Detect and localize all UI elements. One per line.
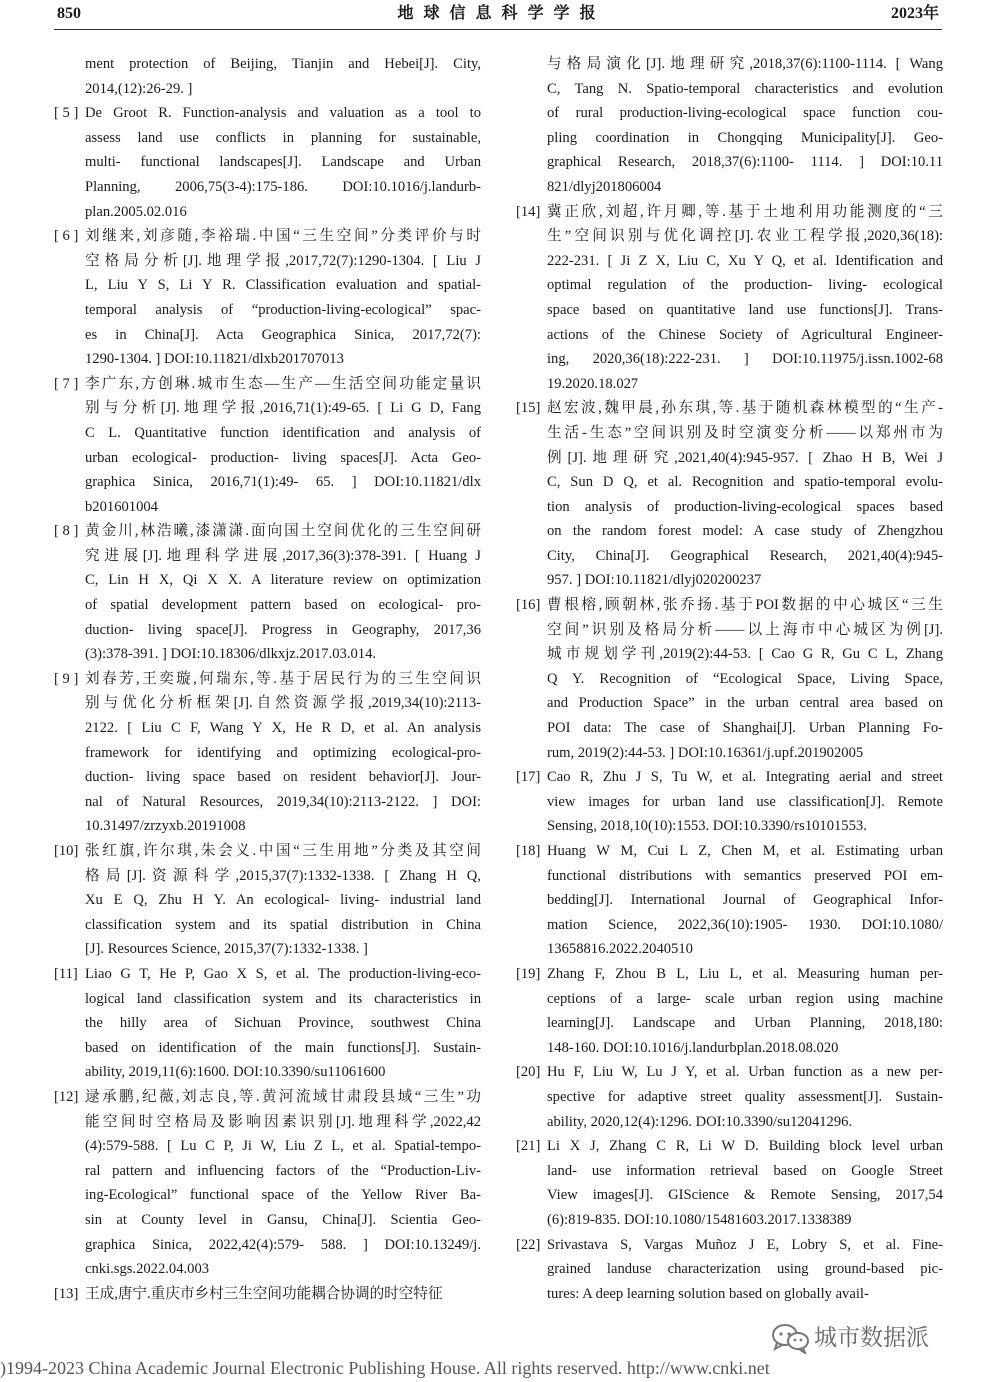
reference-number: [13] bbox=[54, 1285, 79, 1302]
reference-number: [ 6 ] bbox=[54, 228, 79, 245]
reference-line: 王成,唐宁.重庆市乡村三生空间功能耦合协调的时空特征 bbox=[85, 1285, 443, 1302]
reference-line: City, China[J]. Geographical Research, 2021,40(4):945- bbox=[547, 547, 943, 564]
reference-line: b201601004 bbox=[85, 498, 158, 515]
publication-year: 2023年 bbox=[890, 5, 939, 22]
reference-line: 空间”识别及格局分析——以上海市中心城区为例[J]. bbox=[547, 621, 943, 638]
reference-line: Xu E Q, Zhu H Y. An ecological- living- industrial land bbox=[85, 892, 481, 909]
reference-line: 曹根榕,顾朝林,张乔扬.基于POI数据的中心城区“三生 bbox=[547, 597, 943, 614]
reference-column-right bbox=[516, 52, 943, 1306]
reference-line: pling coordination in Chongqing Municipality[J]. Geo- bbox=[547, 129, 943, 146]
reference-number: [21] bbox=[516, 1138, 541, 1155]
reference-line: of spatial development pattern based on ecological- pro- bbox=[85, 597, 481, 614]
reference-line: 黄金川,林浩曦,漆潇潇.面向国土空间优化的三生空间研 bbox=[85, 523, 481, 540]
reference-line: Q Y. Recognition of “Ecological Space, Living Space, bbox=[547, 670, 943, 687]
reference-entry bbox=[516, 1134, 943, 1232]
reference-line: 例[J].地理研究,2021,40(4):945-957. [ Zhao H B, Wei J bbox=[547, 449, 943, 466]
reference-line: 与格局演化[J].地理研究,2018,37(6):1100-1114. [ Wang bbox=[547, 56, 943, 72]
copyright-footer: )1994-2023 China Academic Journal Electronic Publishing House. All rights reserved. http://www.cnki.net bbox=[0, 1358, 770, 1378]
reference-line: framework for identifying and optimizing ecological-pro- bbox=[85, 744, 481, 761]
reference-line: 10.31497/zrzyxb.20191008 bbox=[85, 818, 246, 835]
reference-line: (6):819-835. DOI:10.1080/15481603.2017.1338389 bbox=[547, 1211, 852, 1228]
reference-line: 赵宏波,魏甲晨,孙东琪,等.基于随机森林模型的“生产- bbox=[547, 400, 943, 417]
reference-entry bbox=[54, 1085, 481, 1282]
reference-line: Srivastava S, Vargas Muñoz J E, Lobry S, et al. Fine- bbox=[547, 1236, 943, 1253]
reference-line: grained landuse characterization using ground-based pic- bbox=[547, 1261, 943, 1278]
reference-line: (4):579-588. [ Lu C P, Ji W, Liu Z L, et al. Spatial-tempo- bbox=[85, 1138, 481, 1155]
wechat-icon bbox=[770, 1322, 810, 1354]
reference-line: Cao R, Zhu J S, Tu W, et al. Integrating aerial and street bbox=[547, 769, 943, 786]
reference-line: classification system and its spatial distribution in China bbox=[85, 916, 481, 933]
reference-line: Hu F, Liu W, Lu J Y, et al. Urban function as a new per- bbox=[547, 1064, 943, 1081]
reference-line: bedding[J]. International Journal of Geographical Infor- bbox=[547, 892, 943, 909]
reference-line: multi- functional landscapes[J]. Landscape and Urban bbox=[85, 154, 481, 171]
reference-entry bbox=[54, 224, 481, 372]
reference-entry bbox=[54, 962, 481, 1085]
reference-number: [ 8 ] bbox=[54, 523, 79, 540]
reference-line: C, Sun D Q, et al. Recognition and spatio-temporal evolu- bbox=[547, 474, 943, 491]
reference-number: [15] bbox=[516, 400, 541, 417]
reference-entry bbox=[54, 667, 481, 839]
reference-line: duction- living space based on resident behavior[J]. Jour- bbox=[85, 769, 481, 786]
reference-line: Planning, 2006,75(3-4):175-186. DOI:10.1016/j.landurb- bbox=[85, 178, 481, 195]
reference-line: land- use information retrieval based on Google Street bbox=[547, 1162, 943, 1179]
reference-line: 刘春芳,王奕璇,何瑞东,等.基于居民行为的三生空间识 bbox=[85, 670, 481, 687]
reference-entry bbox=[54, 101, 481, 224]
reference-line: Liao G T, He P, Gao X S, et al. The production-living-eco- bbox=[85, 965, 481, 982]
reference-line: ability, 2019,11(6):1600. DOI:10.3390/su11061600 bbox=[85, 1064, 386, 1081]
reference-line: Li X J, Zhang C R, Li W D. Building block level urban bbox=[547, 1138, 943, 1155]
reference-entry bbox=[516, 765, 943, 839]
reference-line: 李广东,方创琳.城市生态—生产—生活空间功能定量识 bbox=[85, 375, 481, 392]
reference-entry bbox=[516, 200, 943, 397]
reference-line: optimal regulation of the production- living- ecological bbox=[547, 277, 943, 294]
reference-line: Zhang F, Zhou B L, Liu L, et al. Measuring human per- bbox=[547, 965, 943, 982]
reference-line: graphica Sinica, 2016,71(1):49- 65. ] DOI:10.11821/dlx bbox=[85, 474, 481, 491]
reference-number: [10] bbox=[54, 843, 79, 859]
reference-line: C, Tang N. Spatio-temporal characteristics and evolution bbox=[547, 80, 943, 97]
reference-entry bbox=[516, 593, 943, 765]
reference-number: [20] bbox=[516, 1064, 541, 1081]
reference-entry bbox=[516, 839, 943, 962]
reference-line: 148-160. DOI:10.1016/j.landurbplan.2018.08.020 bbox=[547, 1039, 839, 1056]
reference-line: 空格局分析[J].地理学报,2017,72(7):1290-1304. [ Liu J bbox=[85, 252, 481, 269]
reference-line: duction- living space[J]. Progress in Geography, 2017,36 bbox=[85, 621, 481, 638]
reference-line: C, Lin H X, Qi X X. A literature review on optimization bbox=[85, 572, 481, 589]
reference-line: and Production Space” in the urban central area based on bbox=[547, 695, 943, 712]
reference-line: 19.2020.18.027 bbox=[547, 375, 639, 392]
reference-number: [11] bbox=[54, 965, 78, 982]
reference-line: 究进展[J].地理科学进展,2017,36(3):378-391. [ Huang J bbox=[85, 547, 481, 564]
reference-line: [J]. Resources Science, 2015,37(7):1332-1338. ] bbox=[85, 941, 368, 958]
reference-line: 2014,(12):26-29. ] bbox=[85, 80, 193, 97]
reference-number: [18] bbox=[516, 843, 541, 859]
reference-number: [17] bbox=[516, 769, 541, 786]
reference-line: tion analysis of production-living-ecological spaces based bbox=[547, 498, 943, 515]
reference-line: POI data: The case of Shanghai[J]. Urban Planning Fo- bbox=[547, 720, 943, 737]
reference-number: [ 7 ] bbox=[54, 375, 79, 392]
reference-line: temporal analysis of “production-living-ecological” spac- bbox=[85, 301, 481, 318]
reference-line: learning[J]. Landscape and Urban Planning, 2018,180: bbox=[547, 1015, 943, 1032]
reference-line: plan.2005.02.016 bbox=[85, 203, 187, 220]
journal-title: 地 球 信 息 科 学 学 报 bbox=[397, 5, 599, 22]
reference-line: 冀正欣,刘超,许月卿,等.基于土地利用功能测度的“三 bbox=[547, 203, 943, 220]
reference-line: mation Science, 2022,36(10):1905- 1930. DOI:10.1080/ bbox=[547, 916, 943, 933]
reference-number: [12] bbox=[54, 1088, 79, 1105]
reference-number: [19] bbox=[516, 965, 541, 982]
reference-line: es in China[J]. Acta Geographica Sinica, 2017,72(7): bbox=[85, 326, 481, 343]
reference-entry bbox=[516, 962, 943, 1060]
reference-line: ment protection of Beijing, Tianjin and Hebei[J]. City, bbox=[85, 56, 481, 72]
reference-entry bbox=[54, 1282, 481, 1307]
reference-line: the hilly area of Sichuan Province, southwest China bbox=[85, 1015, 481, 1032]
reference-line: space based on quantitative land use functions[J]. Trans- bbox=[547, 301, 943, 318]
reference-line: sin at County level in Gansu, China[J]. Scientia Geo- bbox=[85, 1211, 481, 1228]
reference-number: [ 9 ] bbox=[54, 670, 79, 687]
reference-line: 13658816.2022.2040510 bbox=[547, 941, 693, 958]
reference-line: rum, 2019(2):44-53. ] DOI:10.16361/j.upf.201902005 bbox=[547, 744, 864, 761]
reference-line: 222-231. [ Ji Z X, Liu C, Xu Y Q, et al. Identification and bbox=[547, 252, 943, 269]
reference-line: 城市规划学刊,2019(2):44-53. [ Cao G R, Gu C L, Zhang bbox=[547, 646, 943, 663]
reference-line: graphical Research, 2018,37(6):1100- 1114. ] DOI:10.11 bbox=[547, 154, 943, 171]
reference-line: functional distributions with semantics preserved POI em- bbox=[547, 867, 943, 884]
reference-line: ing-Ecological” functional space of the Yellow River Ba- bbox=[85, 1187, 481, 1204]
reference-line: of rural production-living-ecological space function cou- bbox=[547, 105, 943, 122]
reference-line: C L. Quantitative function identification and analysis of bbox=[85, 424, 481, 441]
reference-line: 生”空间识别与优化调控[J].农业工程学报,2020,36(18): bbox=[547, 228, 943, 245]
reference-column-left bbox=[54, 52, 481, 1306]
reference-line: ing, 2020,36(18):222-231. ] DOI:10.11975/j.issn.1002-68 bbox=[547, 351, 943, 368]
reference-line: based on identification of the main functions[J]. Sustain- bbox=[85, 1039, 481, 1056]
reference-line: L, Liu Y S, Li Y R. Classification evaluation and spatial- bbox=[85, 277, 481, 294]
reference-number: [14] bbox=[516, 203, 541, 220]
reference-entry bbox=[54, 372, 481, 520]
reference-line: assess land use conflicts in planning for sustainable, bbox=[85, 129, 481, 146]
watermark-text: 城市数据派 bbox=[814, 1325, 929, 1351]
reference-number: [ 5 ] bbox=[54, 105, 79, 122]
reference-entry bbox=[54, 839, 481, 962]
reference-line: graphica Sinica, 2022,42(4):579- 588. ] DOI:10.13249/j. bbox=[85, 1236, 481, 1253]
reference-line: ral pattern and influencing factors of the “Production-Liv- bbox=[85, 1162, 481, 1179]
reference-line: cnki.sgs.2022.04.003 bbox=[85, 1261, 210, 1278]
reference-line: ceptions of a large- scale urban region using machine bbox=[547, 990, 943, 1007]
reference-line: 821/dlyj201806004 bbox=[547, 178, 662, 195]
header-rule bbox=[54, 29, 942, 30]
reference-line: 能空间时空格局及影响因素识别[J].地理科学,2022,42 bbox=[85, 1113, 481, 1130]
reference-line: 逯承鹏,纪薇,刘志良,等.黄河流域甘肃段县域“三生”功 bbox=[85, 1088, 481, 1105]
reference-entry bbox=[516, 396, 943, 593]
reference-line: on the random forest model: A case study of Zhengzhou bbox=[547, 523, 943, 540]
reference-line: 别与分析[J].地理学报,2016,71(1):49-65. [ Li G D, Fang bbox=[85, 400, 481, 417]
reference-number: [16] bbox=[516, 597, 541, 614]
reference-line: 张红旗,许尔琪,朱会义.中国“三生用地”分类及其空间 bbox=[85, 843, 481, 859]
reference-line: 生活-生态”空间识别及时空演变分析——以郑州市为 bbox=[547, 424, 943, 441]
reference-line: tures: A deep learning solution based on globally avail- bbox=[547, 1285, 869, 1302]
reference-line: 别与优化分析框架[J].自然资源学报,2019,34(10):2113- bbox=[85, 695, 481, 712]
reference-line: logical land classification system and its characteristics in bbox=[85, 990, 481, 1007]
reference-entry bbox=[516, 1233, 943, 1307]
reference-entry bbox=[54, 519, 481, 667]
reference-line: view images for urban land use classification[J]. Remote bbox=[547, 793, 943, 810]
page-number: 850 bbox=[57, 5, 81, 22]
wechat-watermark bbox=[770, 1320, 960, 1356]
reference-line: 2122. [ Liu C F, Wang Y X, He R D, et al. An analysis bbox=[85, 720, 481, 737]
reference-line: De Groot R. Function-analysis and valuation as a tool to bbox=[85, 105, 481, 122]
reference-line: 957. ] DOI:10.11821/dlyj020200237 bbox=[547, 572, 762, 589]
reference-line: 刘继来,刘彦随,李裕瑞.中国“三生空间”分类评价与时 bbox=[85, 228, 481, 245]
reference-line: (3):378-391. ] DOI:10.18306/dlkxjz.2017.03.014. bbox=[85, 646, 377, 663]
reference-entry bbox=[516, 1060, 943, 1134]
reference-line: ability, 2020,12(4):1296. DOI:10.3390/su12041296. bbox=[547, 1113, 853, 1130]
reference-line: nal of Natural Resources, 2019,34(10):2113-2122. ] DOI: bbox=[85, 793, 481, 810]
reference-line: Sensing, 2018,10(10):1553. DOI:10.3390/rs10101553. bbox=[547, 818, 867, 835]
reference-line: actions of the Chinese Society of Agricultural Engineer- bbox=[547, 326, 943, 343]
reference-line: spective for adaptive street quality assessment[J]. Sustain- bbox=[547, 1088, 943, 1105]
reference-line: 格局[J].资源科学,2015,37(7):1332-1338. [ Zhang H Q, bbox=[85, 867, 481, 884]
reference-line: 1290-1304. ] DOI:10.11821/dlxb201707013 bbox=[85, 351, 344, 368]
reference-entry bbox=[516, 52, 943, 200]
reference-line: urban ecological- production- living spaces[J]. Acta Geo- bbox=[85, 449, 481, 466]
reference-line: View images[J]. GIScience & Remote Sensing, 2017,54 bbox=[547, 1187, 943, 1204]
reference-line: Huang W M, Cui L Z, Chen M, et al. Estimating urban bbox=[547, 843, 943, 859]
reference-entry bbox=[54, 52, 481, 101]
reference-number: [22] bbox=[516, 1236, 541, 1253]
